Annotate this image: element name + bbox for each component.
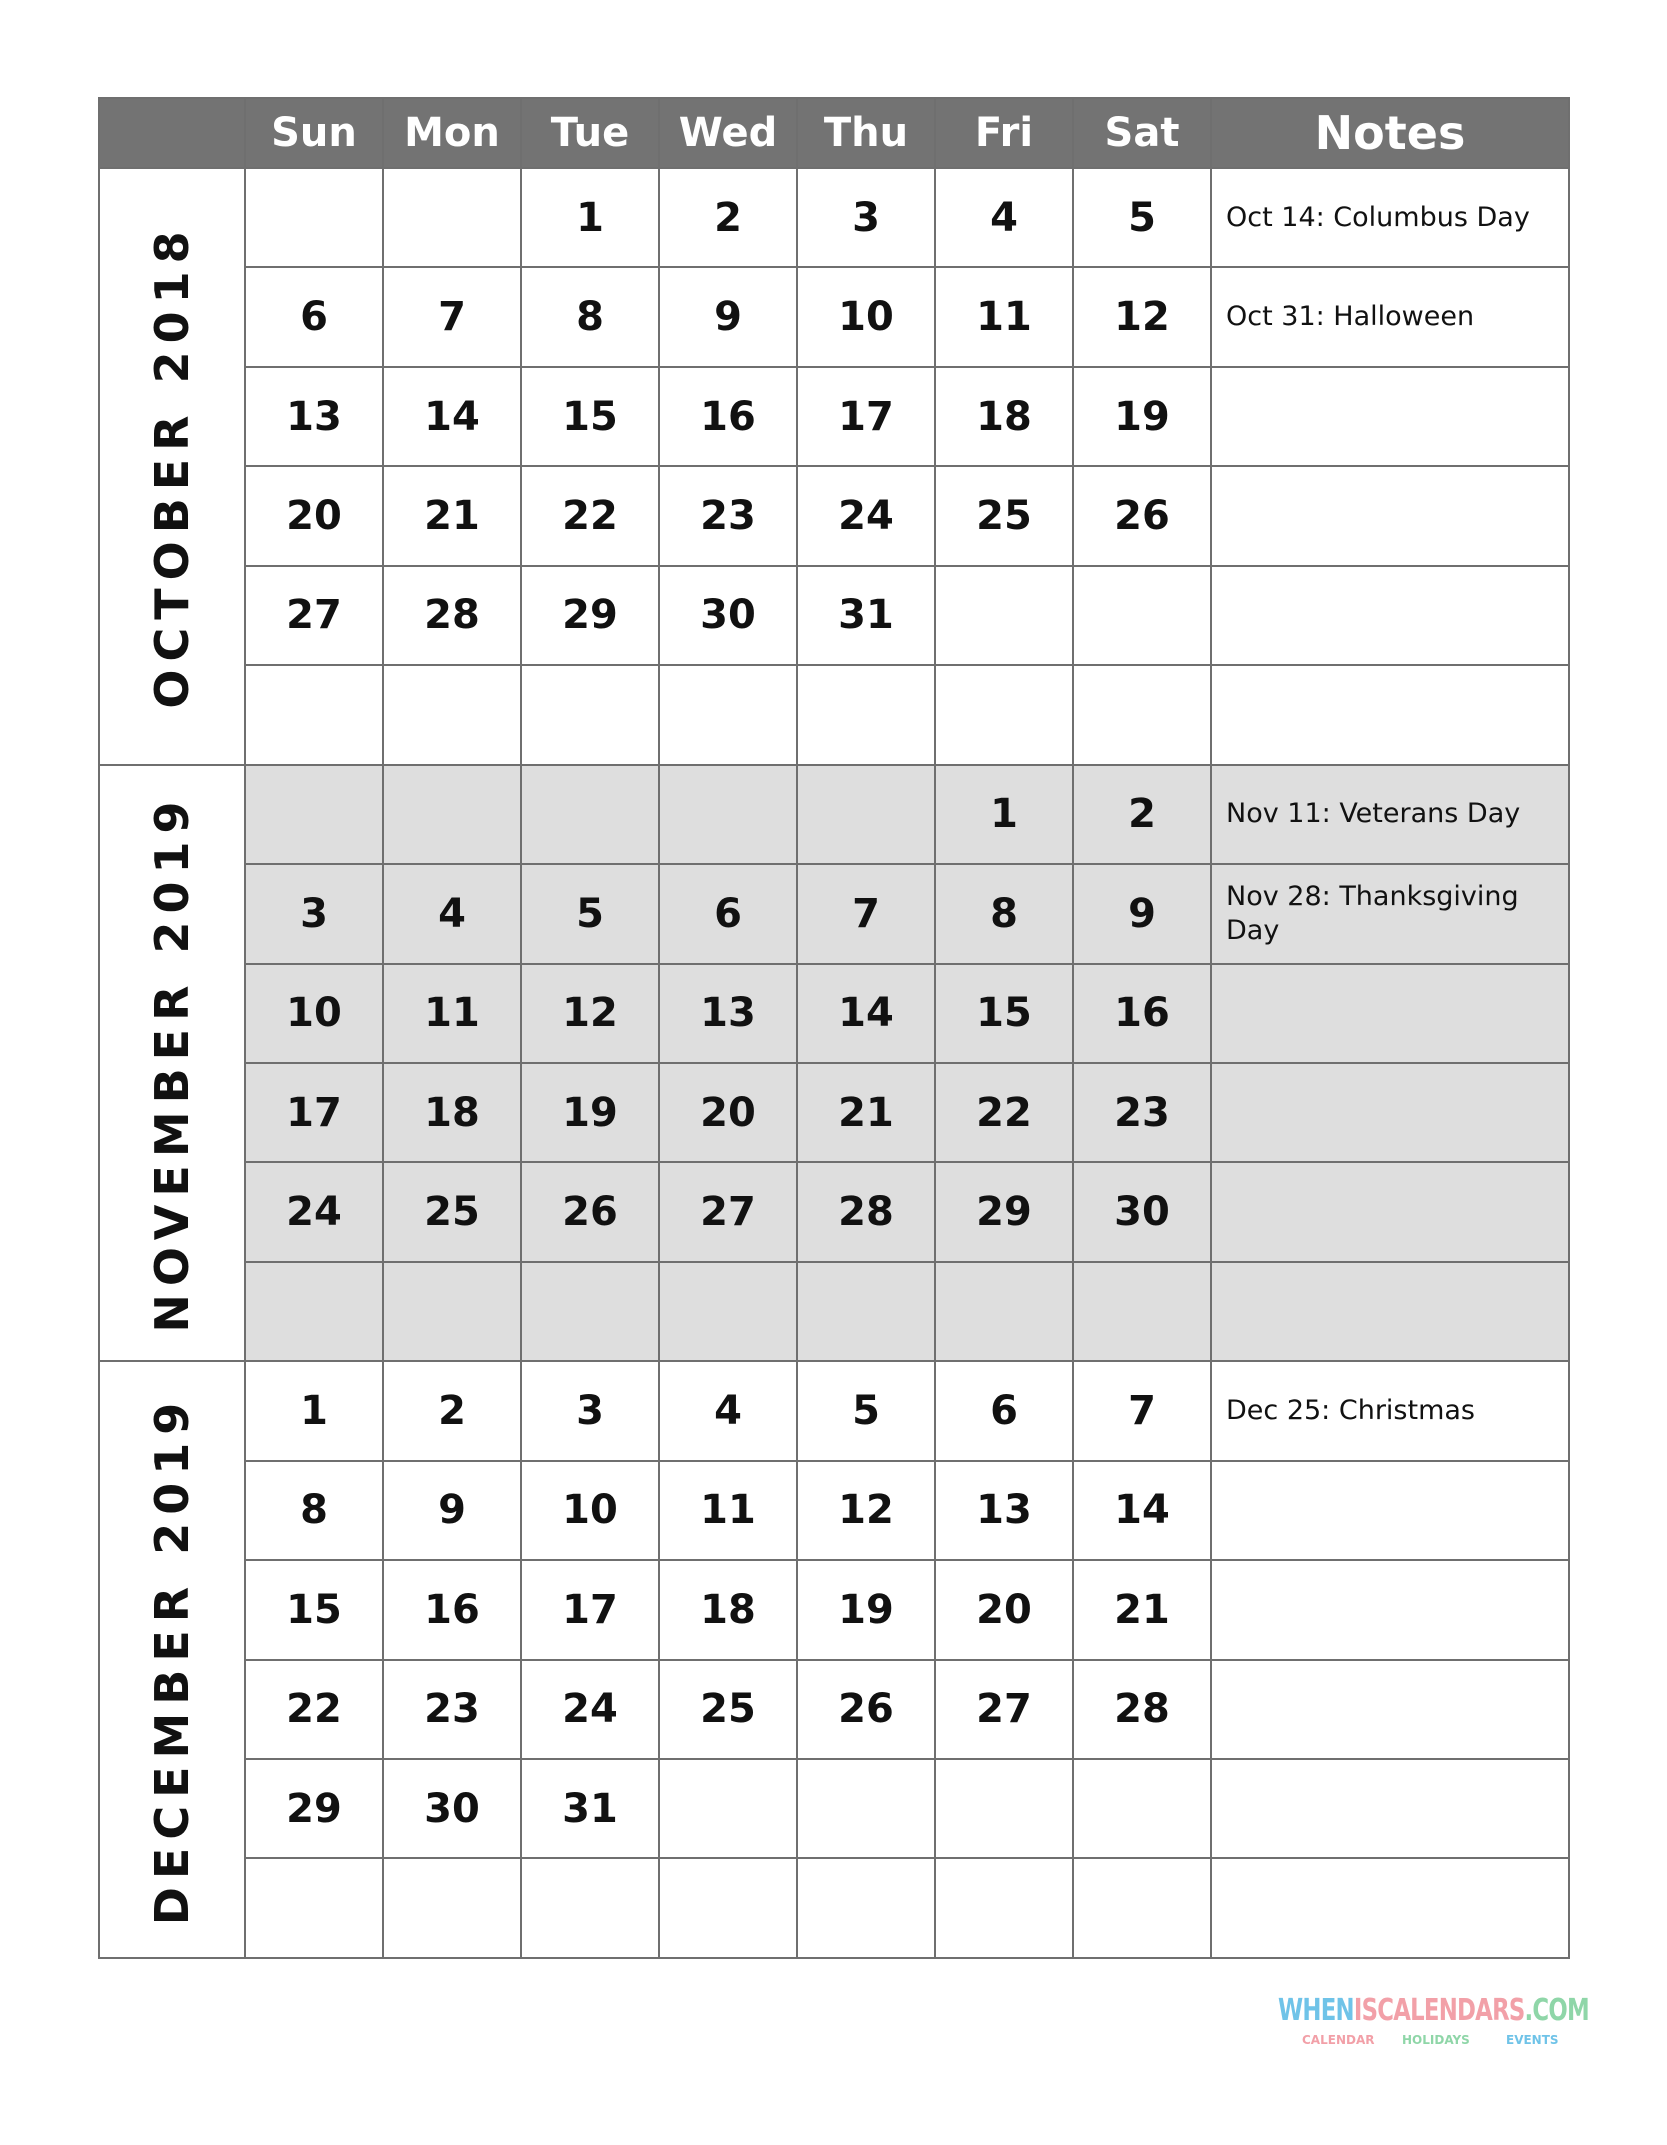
day-cell-mon: 11 <box>383 964 521 1063</box>
day-cell-thu: 12 <box>797 1461 935 1560</box>
note-cell <box>1211 1660 1569 1759</box>
logo-part-is: IS <box>1353 1993 1378 2028</box>
day-cell-thu <box>797 1759 935 1858</box>
day-cell-thu: 17 <box>797 367 935 466</box>
day-cell-wed: 20 <box>659 1063 797 1162</box>
day-cell-sun: 29 <box>245 1759 383 1858</box>
day-cell-tue: 8 <box>521 267 659 366</box>
day-cell-fri: 22 <box>935 1063 1073 1162</box>
logo-wordmark <box>1278 1993 1589 2028</box>
header-row <box>99 98 1569 168</box>
week-row <box>99 1560 1569 1659</box>
day-cell-fri: 15 <box>935 964 1073 1063</box>
week-row <box>99 1759 1569 1858</box>
day-cell-tue <box>521 665 659 764</box>
day-cell-mon: 28 <box>383 566 521 665</box>
day-cell-mon: 25 <box>383 1162 521 1261</box>
day-cell-mon: 2 <box>383 1361 521 1460</box>
day-cell-thu <box>797 1262 935 1361</box>
day-cell-sun <box>245 765 383 864</box>
day-cell-thu: 28 <box>797 1162 935 1261</box>
day-cell-sat: 7 <box>1073 1361 1211 1460</box>
day-cell-wed: 30 <box>659 566 797 665</box>
day-cell-fri <box>935 1262 1073 1361</box>
day-cell-fri: 11 <box>935 267 1073 366</box>
day-cell-fri <box>935 1759 1073 1858</box>
day-cell-sat <box>1073 566 1211 665</box>
day-cell-fri: 18 <box>935 367 1073 466</box>
month-label: DECEMBER 2019 <box>145 1394 199 1925</box>
day-cell-thu <box>797 765 935 864</box>
day-cell-wed: 6 <box>659 864 797 963</box>
day-cell-fri <box>935 566 1073 665</box>
day-cell-thu: 7 <box>797 864 935 963</box>
day-cell-mon: 18 <box>383 1063 521 1162</box>
week-row <box>99 1858 1569 1958</box>
day-cell-tue: 19 <box>521 1063 659 1162</box>
note-cell: Oct 14: Columbus Day <box>1211 168 1569 267</box>
month-label-cell <box>99 1361 245 1958</box>
day-cell-fri: 25 <box>935 466 1073 565</box>
day-cell-fri: 1 <box>935 765 1073 864</box>
day-cell-fri: 27 <box>935 1660 1073 1759</box>
header-corner <box>99 98 245 168</box>
day-cell-wed <box>659 1858 797 1958</box>
note-cell <box>1211 1560 1569 1659</box>
day-cell-sun: 27 <box>245 566 383 665</box>
day-cell-tue: 17 <box>521 1560 659 1659</box>
note-cell <box>1211 566 1569 665</box>
week-row <box>99 1063 1569 1162</box>
day-cell-wed: 23 <box>659 466 797 565</box>
day-cell-mon: 30 <box>383 1759 521 1858</box>
day-cell-wed: 9 <box>659 267 797 366</box>
day-cell-thu: 26 <box>797 1660 935 1759</box>
day-cell-tue <box>521 765 659 864</box>
week-row <box>99 168 1569 267</box>
day-cell-wed: 16 <box>659 367 797 466</box>
day-cell-sat: 23 <box>1073 1063 1211 1162</box>
header-sun: Sun <box>245 98 383 168</box>
week-row <box>99 1162 1569 1261</box>
day-cell-fri: 8 <box>935 864 1073 963</box>
day-cell-wed: 18 <box>659 1560 797 1659</box>
day-cell-sat: 21 <box>1073 1560 1211 1659</box>
day-cell-sun: 15 <box>245 1560 383 1659</box>
note-cell: Dec 25: Christmas <box>1211 1361 1569 1460</box>
day-cell-mon: 16 <box>383 1560 521 1659</box>
day-cell-tue: 3 <box>521 1361 659 1460</box>
day-cell-mon <box>383 168 521 267</box>
day-cell-sun: 10 <box>245 964 383 1063</box>
day-cell-sat: 19 <box>1073 367 1211 466</box>
site-logo <box>1278 1993 1589 2053</box>
week-row <box>99 1361 1569 1460</box>
note-cell <box>1211 964 1569 1063</box>
month-label-cell <box>99 168 245 765</box>
day-cell-mon: 23 <box>383 1660 521 1759</box>
day-cell-sun: 22 <box>245 1660 383 1759</box>
day-cell-wed <box>659 1262 797 1361</box>
day-cell-sun <box>245 1262 383 1361</box>
week-row <box>99 1461 1569 1560</box>
month-label-cell <box>99 765 245 1362</box>
header-tue: Tue <box>521 98 659 168</box>
day-cell-sat: 5 <box>1073 168 1211 267</box>
day-cell-sat: 12 <box>1073 267 1211 366</box>
note-cell <box>1211 1262 1569 1361</box>
header-fri: Fri <box>935 98 1073 168</box>
day-cell-thu: 10 <box>797 267 935 366</box>
week-row <box>99 1262 1569 1361</box>
day-cell-thu: 14 <box>797 964 935 1063</box>
day-cell-thu: 19 <box>797 1560 935 1659</box>
header-wed: Wed <box>659 98 797 168</box>
day-cell-wed <box>659 665 797 764</box>
day-cell-sat: 16 <box>1073 964 1211 1063</box>
day-cell-tue: 31 <box>521 1759 659 1858</box>
day-cell-sun <box>245 1858 383 1958</box>
day-cell-fri: 6 <box>935 1361 1073 1460</box>
day-cell-fri <box>935 1858 1073 1958</box>
header-sat: Sat <box>1073 98 1211 168</box>
calendar-table <box>98 97 1570 1959</box>
note-cell <box>1211 1162 1569 1261</box>
day-cell-sun: 8 <box>245 1461 383 1560</box>
day-cell-sat <box>1073 1858 1211 1958</box>
day-cell-mon <box>383 765 521 864</box>
day-cell-tue: 10 <box>521 1461 659 1560</box>
day-cell-mon <box>383 665 521 764</box>
day-cell-fri <box>935 665 1073 764</box>
note-cell: Oct 31: Halloween <box>1211 267 1569 366</box>
note-cell <box>1211 665 1569 764</box>
day-cell-wed: 4 <box>659 1361 797 1460</box>
day-cell-thu <box>797 665 935 764</box>
day-cell-fri: 20 <box>935 1560 1073 1659</box>
day-cell-mon <box>383 1858 521 1958</box>
day-cell-sun <box>245 665 383 764</box>
day-cell-wed <box>659 1759 797 1858</box>
day-cell-sun: 3 <box>245 864 383 963</box>
day-cell-thu: 24 <box>797 466 935 565</box>
day-cell-fri: 29 <box>935 1162 1073 1261</box>
day-cell-sun <box>245 168 383 267</box>
week-row <box>99 765 1569 864</box>
header-mon: Mon <box>383 98 521 168</box>
note-cell: Nov 11: Veterans Day <box>1211 765 1569 864</box>
week-row <box>99 964 1569 1063</box>
day-cell-sat <box>1073 1759 1211 1858</box>
note-cell <box>1211 367 1569 466</box>
note-cell: Nov 28: Thanksgiving Day <box>1211 864 1569 963</box>
day-cell-wed: 2 <box>659 168 797 267</box>
logo-sub-calendar: CALENDAR <box>1302 2033 1375 2047</box>
day-cell-sat: 9 <box>1073 864 1211 963</box>
header-thu: Thu <box>797 98 935 168</box>
day-cell-wed: 11 <box>659 1461 797 1560</box>
day-cell-sun: 13 <box>245 367 383 466</box>
day-cell-mon: 4 <box>383 864 521 963</box>
week-row <box>99 864 1569 963</box>
month-label: OCTOBER 2018 <box>145 223 199 709</box>
day-cell-fri: 4 <box>935 168 1073 267</box>
day-cell-tue: 29 <box>521 566 659 665</box>
week-row <box>99 566 1569 665</box>
note-cell <box>1211 1461 1569 1560</box>
calendar-body <box>99 168 1569 1958</box>
week-row <box>99 466 1569 565</box>
day-cell-tue: 26 <box>521 1162 659 1261</box>
day-cell-sat: 2 <box>1073 765 1211 864</box>
day-cell-mon: 9 <box>383 1461 521 1560</box>
day-cell-fri: 13 <box>935 1461 1073 1560</box>
week-row <box>99 665 1569 764</box>
note-cell <box>1211 1858 1569 1958</box>
day-cell-mon <box>383 1262 521 1361</box>
month-label: NOVEMBER 2019 <box>145 793 199 1333</box>
day-cell-sat <box>1073 665 1211 764</box>
day-cell-sun: 24 <box>245 1162 383 1261</box>
day-cell-tue: 1 <box>521 168 659 267</box>
day-cell-mon: 7 <box>383 267 521 366</box>
day-cell-thu: 31 <box>797 566 935 665</box>
logo-part-com: .COM <box>1524 1993 1589 2028</box>
day-cell-sat: 28 <box>1073 1660 1211 1759</box>
day-cell-sat: 26 <box>1073 466 1211 565</box>
day-cell-sat: 14 <box>1073 1461 1211 1560</box>
day-cell-tue: 12 <box>521 964 659 1063</box>
day-cell-tue: 15 <box>521 367 659 466</box>
note-cell <box>1211 1063 1569 1162</box>
day-cell-tue: 22 <box>521 466 659 565</box>
day-cell-sun: 20 <box>245 466 383 565</box>
day-cell-thu: 3 <box>797 168 935 267</box>
logo-sub-holidays: HOLIDAYS <box>1402 2033 1470 2047</box>
day-cell-sun: 1 <box>245 1361 383 1460</box>
day-cell-thu <box>797 1858 935 1958</box>
day-cell-tue <box>521 1858 659 1958</box>
day-cell-sat <box>1073 1262 1211 1361</box>
note-cell <box>1211 466 1569 565</box>
logo-sub-events: EVENTS <box>1506 2033 1559 2047</box>
note-cell <box>1211 1759 1569 1858</box>
header-notes: Notes <box>1211 98 1569 168</box>
day-cell-wed: 27 <box>659 1162 797 1261</box>
week-row <box>99 1660 1569 1759</box>
day-cell-sun: 17 <box>245 1063 383 1162</box>
week-row <box>99 267 1569 366</box>
day-cell-wed: 13 <box>659 964 797 1063</box>
week-row <box>99 367 1569 466</box>
day-cell-tue: 5 <box>521 864 659 963</box>
day-cell-wed <box>659 765 797 864</box>
logo-part-calendars: CALENDARS <box>1377 1993 1525 2028</box>
day-cell-sat: 30 <box>1073 1162 1211 1261</box>
day-cell-tue <box>521 1262 659 1361</box>
logo-part-when: WHEN <box>1278 1993 1354 2028</box>
day-cell-tue: 24 <box>521 1660 659 1759</box>
day-cell-sun: 6 <box>245 267 383 366</box>
day-cell-thu: 21 <box>797 1063 935 1162</box>
day-cell-mon: 21 <box>383 466 521 565</box>
day-cell-thu: 5 <box>797 1361 935 1460</box>
calendar-grid <box>98 97 1570 1959</box>
day-cell-wed: 25 <box>659 1660 797 1759</box>
day-cell-mon: 14 <box>383 367 521 466</box>
